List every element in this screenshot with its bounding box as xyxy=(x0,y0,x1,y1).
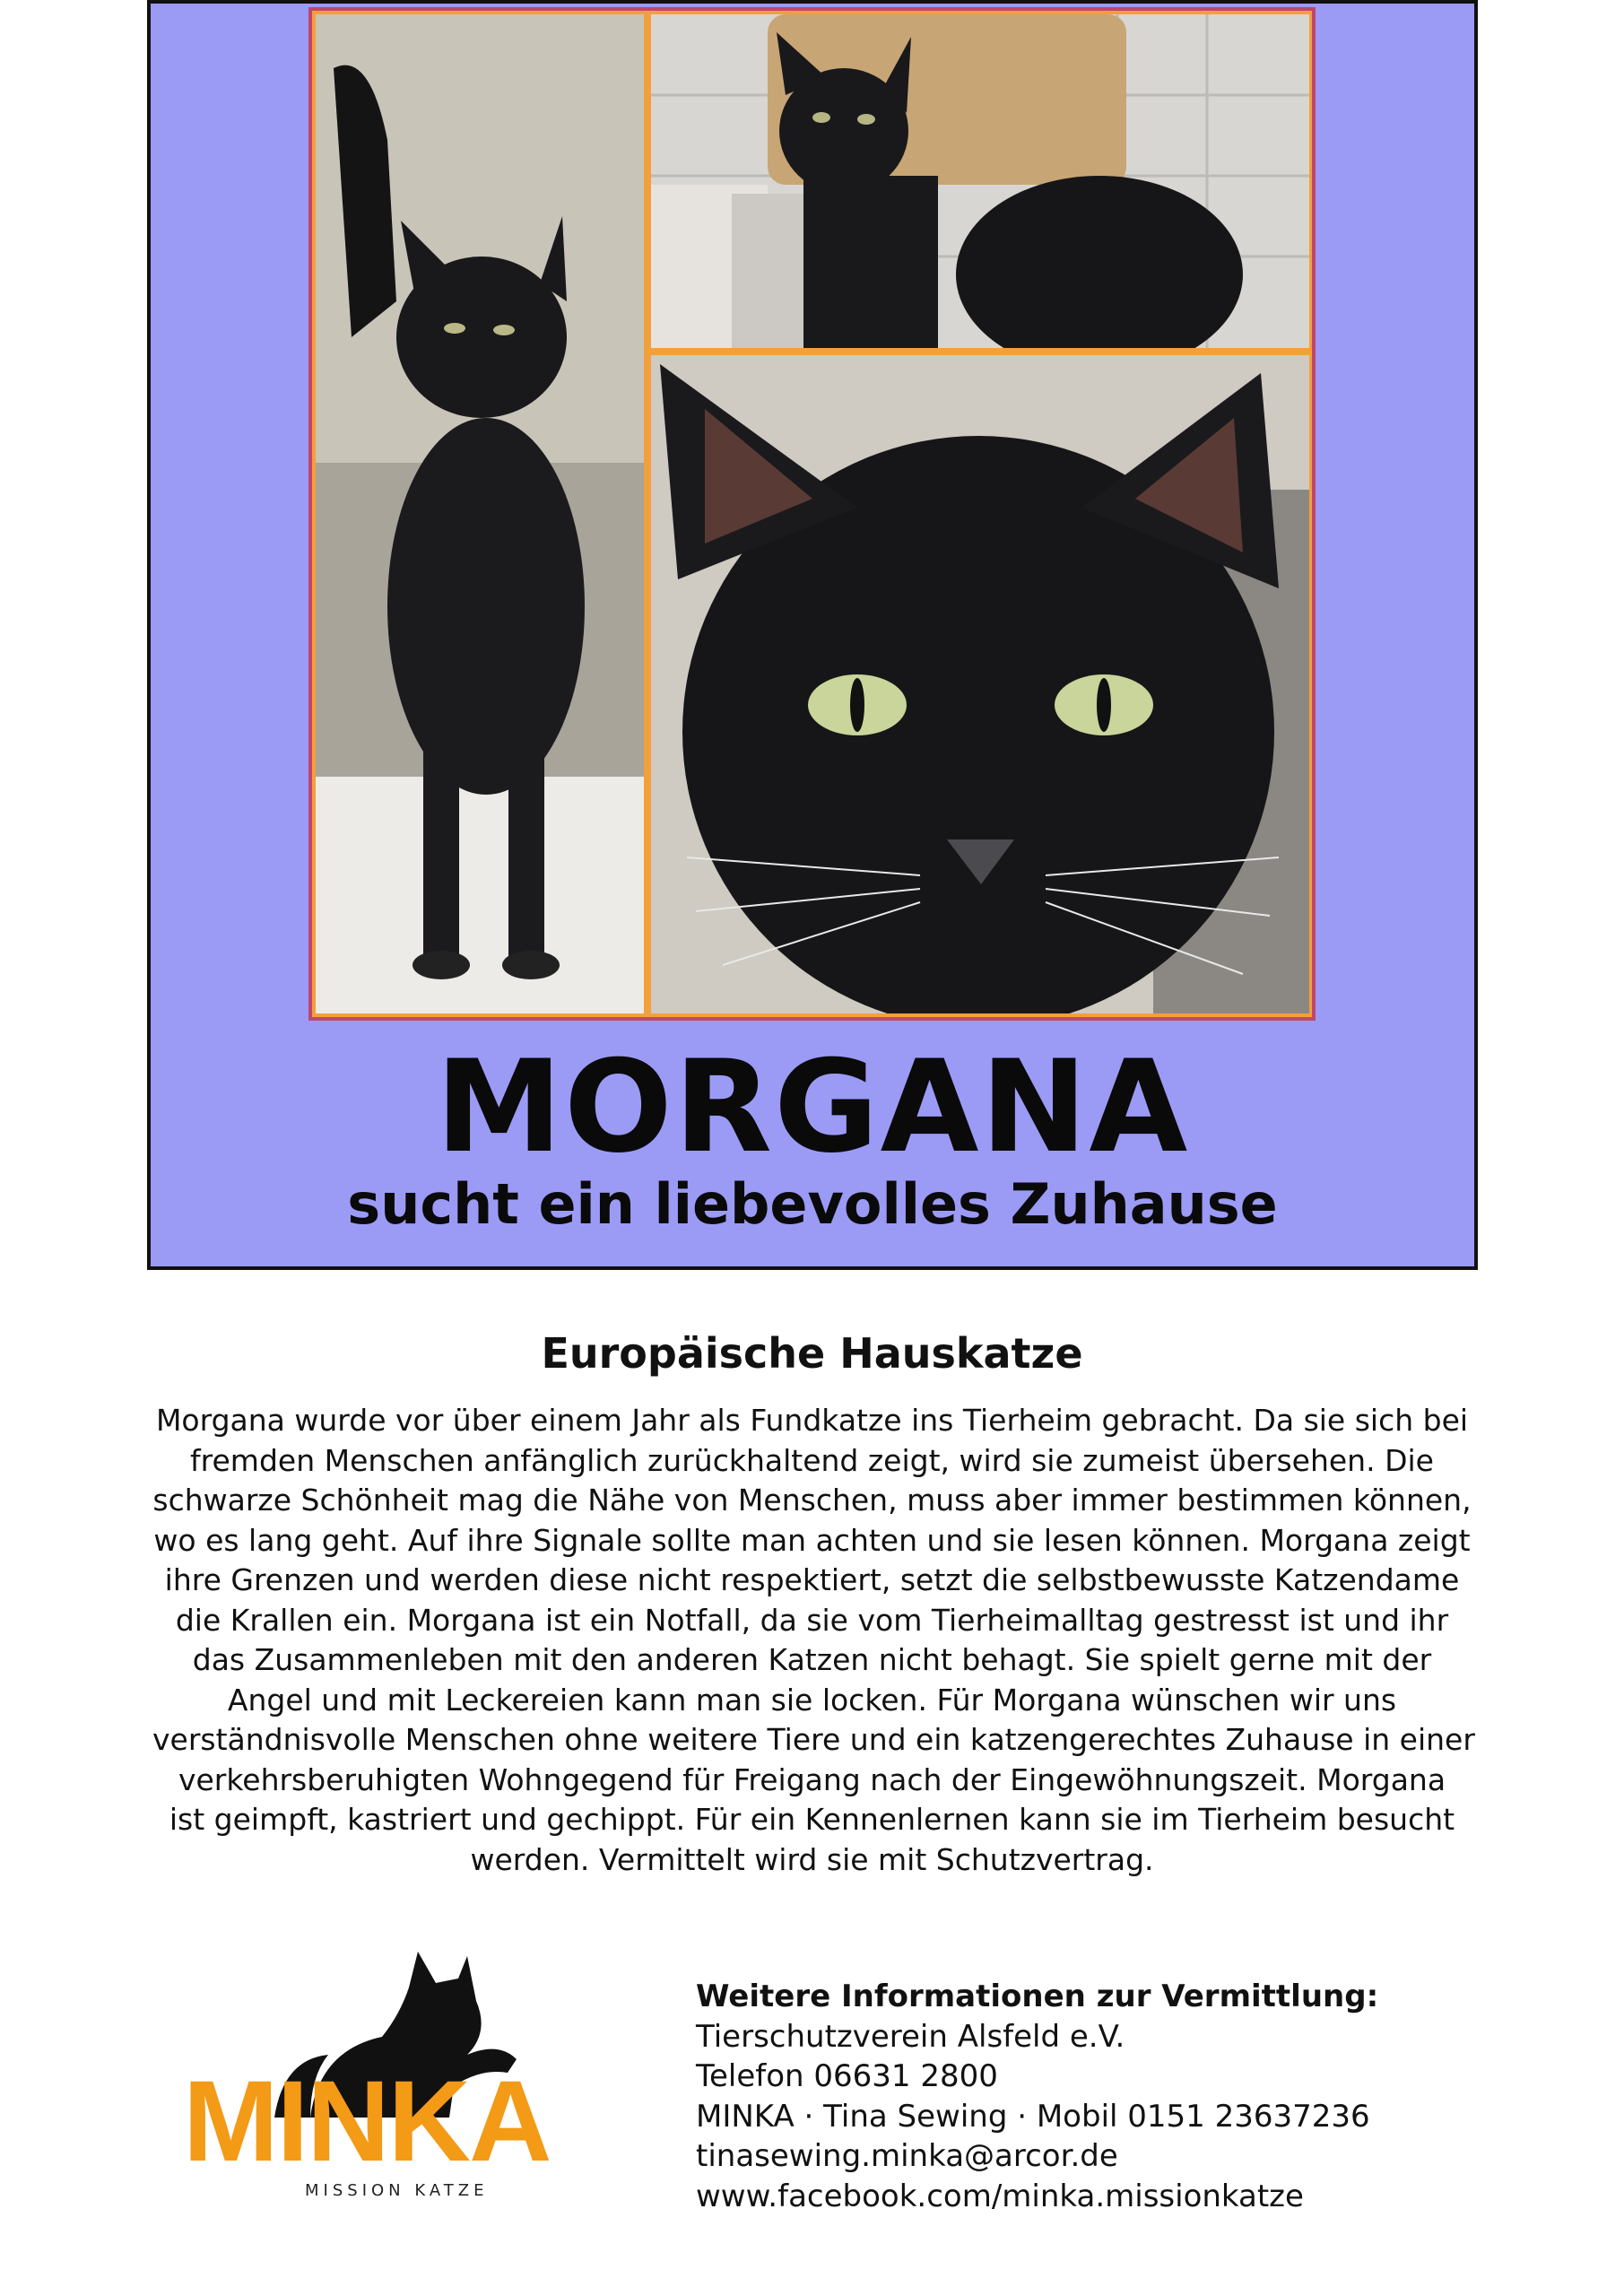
cat-name-title: MORGANA xyxy=(435,1033,1190,1181)
description-line: schwarze Schönheit mag die Nähe von Menschen, muss aber immer bestimmen können, xyxy=(152,1483,1472,1518)
cat-photo-sitting xyxy=(651,14,1309,348)
contact-facebook-link[interactable]: www.facebook.com/minka.missionkatze xyxy=(696,2178,1304,2214)
contact-heading: Weitere Informationen zur Vermittlung: xyxy=(696,1979,1379,2014)
contact-block xyxy=(696,1977,1378,2216)
cat-photo-standing xyxy=(316,14,644,1013)
description-line: das Zusammenleben mit den anderen Katzen nicht behagt. Sie spielt gerne mit der xyxy=(192,1642,1432,1677)
description-line: fremden Menschen anfänglich zurückhaltend zeigt, wird sie zumeist übersehen. Die xyxy=(190,1442,1434,1478)
minka-logo xyxy=(176,1952,579,2212)
logo-tagline: MISSION KATZE xyxy=(305,2181,489,2200)
hero-panel xyxy=(147,0,1478,1270)
cat-photo-closeup xyxy=(651,355,1309,1013)
description-line: ist geimpft, kastriert und gechippt. Für ein Kennenlernen kann sie im Tierheim besucht xyxy=(169,1802,1455,1837)
logo-wordmark: MINKA xyxy=(183,2057,551,2186)
contact-email-link[interactable]: tinasewing.minka@arcor.de xyxy=(696,2138,1118,2174)
breed-heading: Europäische Hauskatze xyxy=(541,1329,1083,1378)
subtitle: sucht ein liebevolles Zuhause xyxy=(347,1171,1278,1237)
description-line: werden. Vermittelt wird sie mit Schutzvertrag. xyxy=(470,1841,1154,1877)
description-paragraph xyxy=(152,1401,1475,1880)
contact-phone: Telefon 06631 2800 xyxy=(696,2058,998,2094)
description-line: verständnisvolle Menschen ohne weitere Tiere und ein katzengerechtes Zuhause in einer xyxy=(152,1722,1475,1757)
description-line: ihre Grenzen und werden diese nicht respektiert, setzt die selbstbewusste Katzendame xyxy=(164,1562,1460,1597)
description-line: wo es lang geht. Auf ihre Signale sollte man achten und sie lesen können. Morgana zeigt xyxy=(153,1522,1471,1558)
description-line: die Krallen ein. Morgana ist ein Notfall, da sie vom Tierheimalltag gestresst ist und ihr xyxy=(175,1602,1449,1638)
contact-organization: Tierschutzverein Alsfeld e.V. xyxy=(696,2018,1125,2055)
contact-mobile: MINKA · Tina Sewing · Mobil 0151 23637236 xyxy=(696,2098,1370,2135)
description-line: Morgana wurde vor über einem Jahr als Fundkatze ins Tierheim gebracht. Da sie sich bei xyxy=(155,1403,1469,1438)
description-line: Angel und mit Leckereien kann man sie locken. Für Morgana wünschen wir uns xyxy=(227,1682,1397,1718)
description-line: verkehrsberuhigten Wohngegend für Freigang nach der Eingewöhnungszeit. Morgana xyxy=(178,1761,1446,1797)
photo-collage xyxy=(308,7,1316,1021)
